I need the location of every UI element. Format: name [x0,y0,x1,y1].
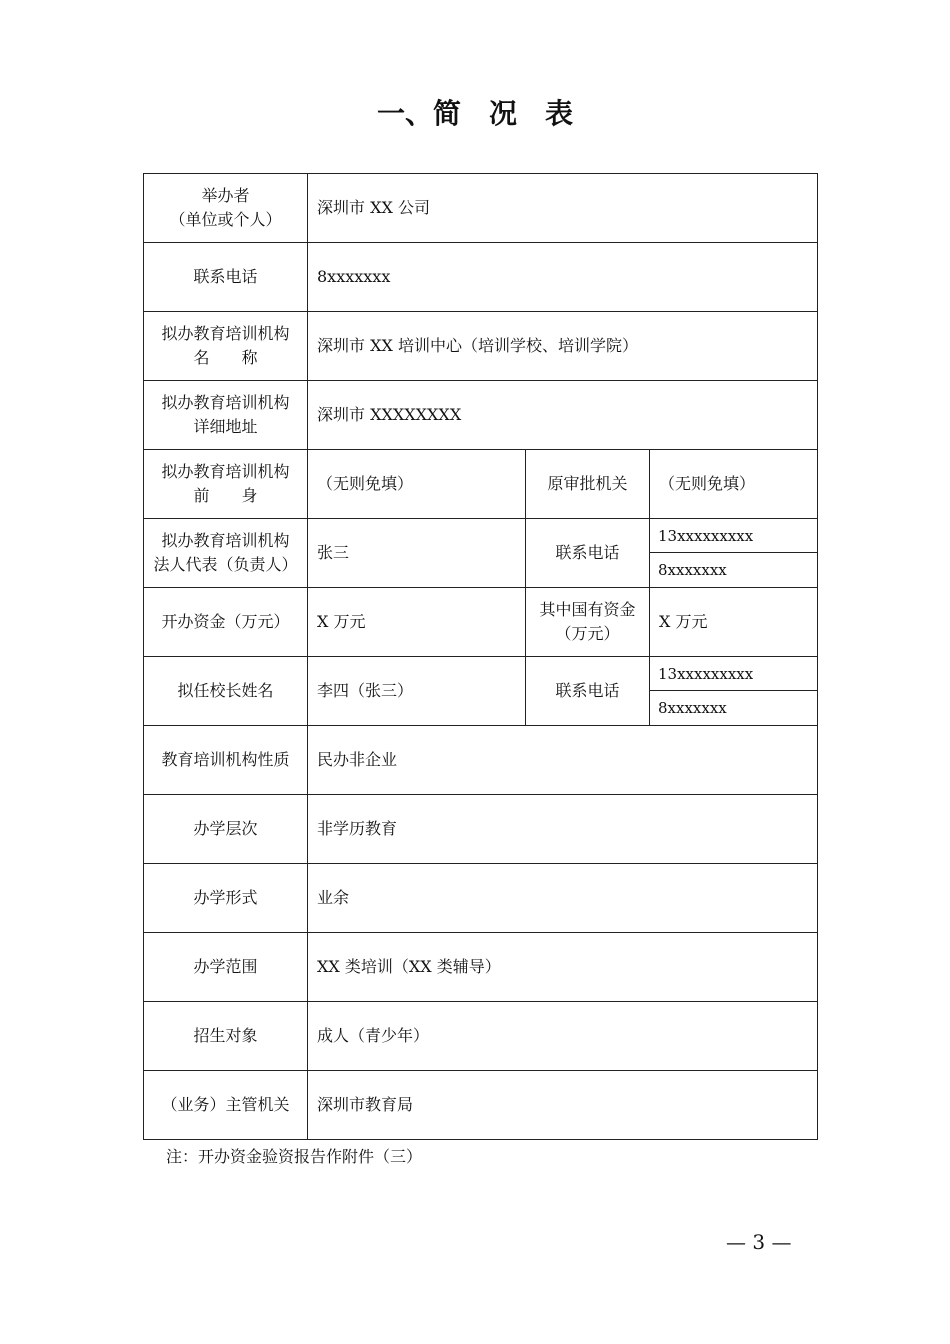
address-value: 深圳市 XXXXXXXX [308,381,818,450]
principal-value: 李四（张三） [308,657,526,726]
state-capital-label: 其中国有资金 （万元） [526,588,650,657]
principal-label: 拟任校长姓名 [144,657,308,726]
form-label: 办学形式 [144,864,308,933]
organizer-label: 举办者 （单位或个人） [144,174,308,243]
legal-rep-mobile: 13xxxxxxxxx [650,519,818,553]
table-row-contact-phone [144,243,818,312]
capital-label: 开办资金（万元） [144,588,308,657]
principal-phone-label: 联系电话 [526,657,650,726]
page-title: 一、简 况 表 [376,97,573,130]
page-number: — 3 — [726,1230,792,1254]
table-row-authority [144,1071,818,1140]
principal-mobile: 13xxxxxxxxx [650,657,818,691]
scope-value: XX 类培训（XX 类辅导） [308,933,818,1002]
legal-rep-landline: 8xxxxxxx [650,553,818,588]
table-row-enrollment [144,1002,818,1071]
table-row-capital [144,588,818,657]
legal-rep-value: 张三 [308,519,526,588]
approval-authority-label: 原审批机关 [526,450,650,519]
institution-name-value: 深圳市 XX 培训中心（培训学校、培训学院） [308,312,818,381]
contact-phone-value: 8xxxxxxx [308,243,818,312]
footnote: 注：开办资金验资报告作附件（三） [166,1147,423,1166]
table-row-institution-name [144,312,818,381]
table-row-scope [144,933,818,1002]
table-row-address [144,381,818,450]
level-value: 非学历教育 [308,795,818,864]
table-row-level [144,795,818,864]
legal-rep-label: 拟办教育培训机构 法人代表（负责人） [144,519,308,588]
nature-value: 民办非企业 [308,726,818,795]
state-capital-value: X 万元 [650,588,818,657]
authority-value: 深圳市教育局 [308,1071,818,1140]
table-row-principal [144,657,818,691]
principal-landline: 8xxxxxxx [650,691,818,726]
legal-rep-phone-label: 联系电话 [526,519,650,588]
enrollment-value: 成人（青少年） [308,1002,818,1071]
level-label: 办学层次 [144,795,308,864]
predecessor-value: （无则免填） [308,450,526,519]
contact-phone-label: 联系电话 [144,243,308,312]
table-row-predecessor [144,450,818,519]
table-row-legal-rep [144,519,818,553]
address-label: 拟办教育培训机构 详细地址 [144,381,308,450]
capital-value: X 万元 [308,588,526,657]
table-row-organizer [144,174,818,243]
table-row-form [144,864,818,933]
enrollment-label: 招生对象 [144,1002,308,1071]
institution-name-label: 拟办教育培训机构 名 称 [144,312,308,381]
organizer-value: 深圳市 XX 公司 [308,174,818,243]
form-value: 业余 [308,864,818,933]
approval-authority-value: （无则免填） [650,450,818,519]
table-row-nature [144,726,818,795]
summary-table [143,173,818,1140]
nature-label: 教育培训机构性质 [144,726,308,795]
authority-label: （业务）主管机关 [144,1071,308,1140]
scope-label: 办学范围 [144,933,308,1002]
predecessor-label: 拟办教育培训机构 前 身 [144,450,308,519]
